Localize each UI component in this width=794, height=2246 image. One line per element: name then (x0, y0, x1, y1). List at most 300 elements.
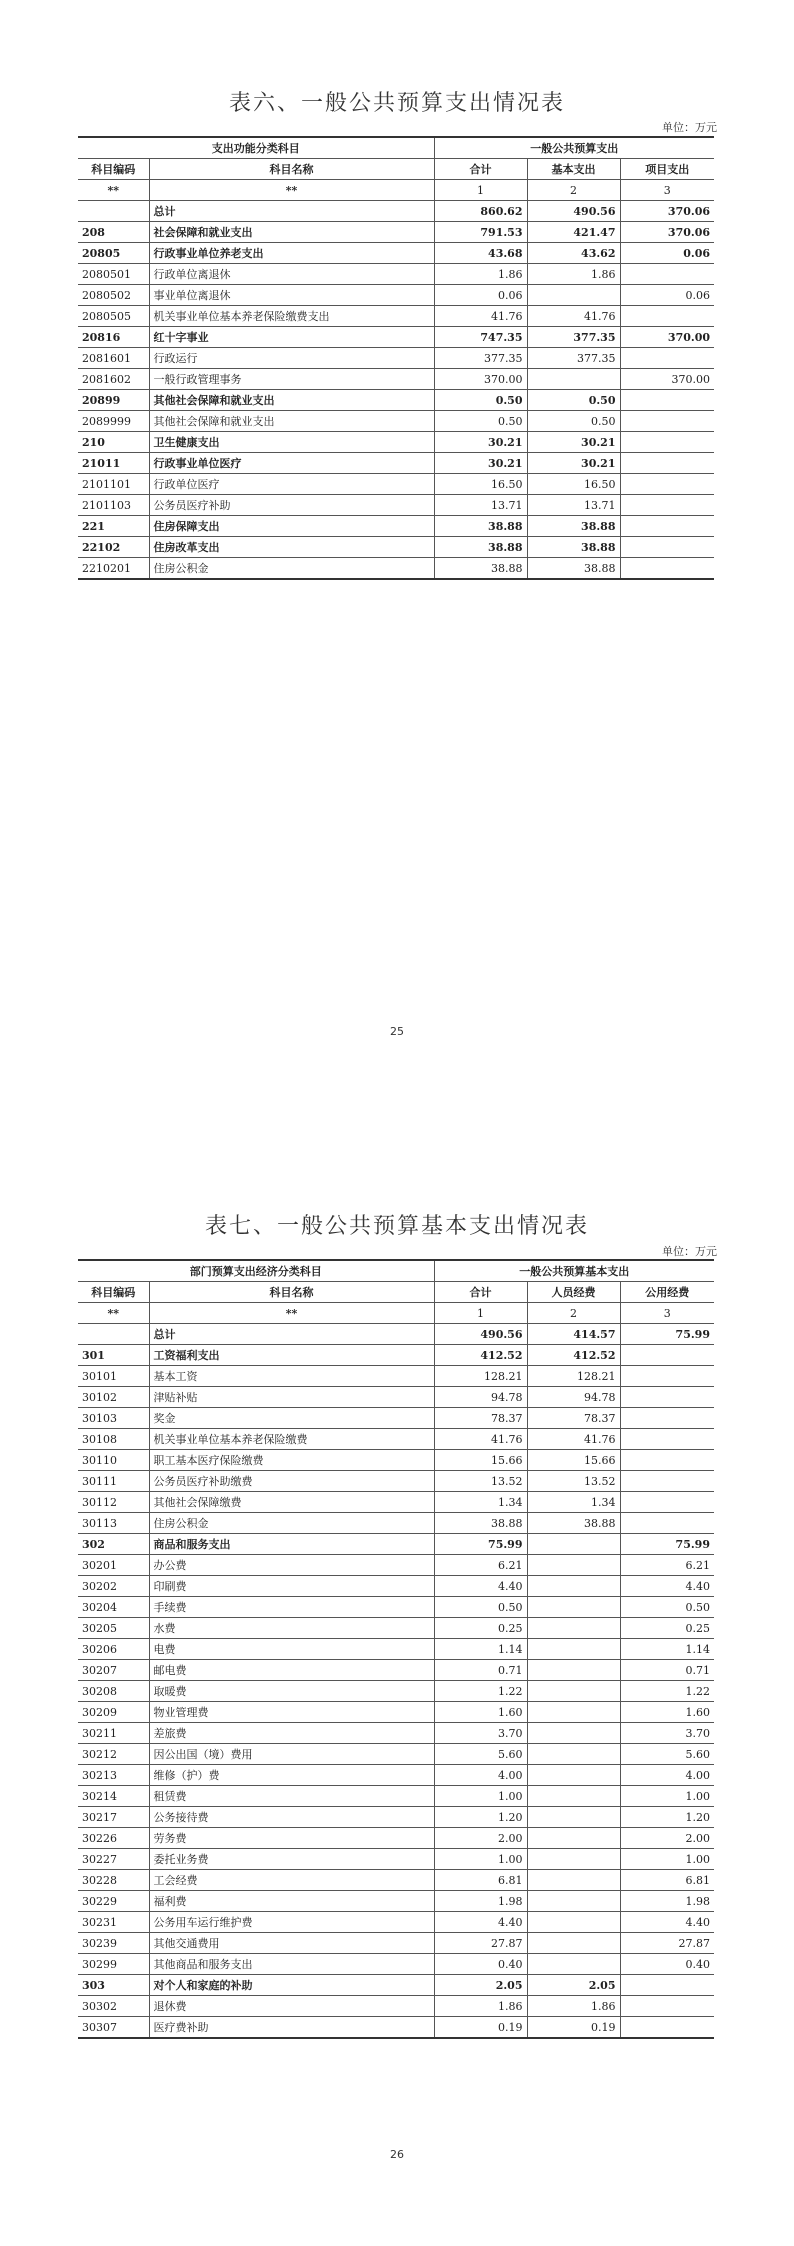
row-name: 手续费 (149, 1597, 434, 1618)
row-code: 301 (78, 1345, 149, 1366)
row-name: 奖金 (149, 1408, 434, 1429)
row-code: 30207 (78, 1660, 149, 1681)
col-name-header: 科目名称 (149, 159, 434, 180)
row-value-b: 1.34 (527, 1492, 620, 1513)
row-code: 30227 (78, 1849, 149, 1870)
table-row (78, 432, 714, 453)
row-value-b (527, 1702, 620, 1723)
row-value-b (527, 1618, 620, 1639)
col-total-header: 合计 (434, 1282, 527, 1303)
row-value-a: 41.76 (434, 1429, 527, 1450)
row-value-b (527, 369, 620, 390)
row-name: 办公费 (149, 1555, 434, 1576)
row-value-a: 377.35 (434, 348, 527, 369)
index-a: 1 (434, 180, 527, 201)
row-value-b: 421.47 (527, 222, 620, 243)
row-value-a: 15.66 (434, 1450, 527, 1471)
table-row (78, 1492, 714, 1513)
row-value-b: 0.50 (527, 411, 620, 432)
table-row (78, 1681, 714, 1702)
table-row (78, 1996, 714, 2017)
table-7 (78, 1259, 714, 2039)
row-name: 红十字事业 (149, 327, 434, 348)
group-left-header: 支出功能分类科目 (78, 137, 434, 159)
row-value-b: 15.66 (527, 1450, 620, 1471)
row-value-c (620, 1975, 714, 1996)
row-code: 21011 (78, 453, 149, 474)
row-value-a: 4.00 (434, 1765, 527, 1786)
col-code-header: 科目编码 (78, 159, 149, 180)
row-value-b (527, 1534, 620, 1555)
table-row (78, 1450, 714, 1471)
index-c: 3 (620, 1303, 714, 1324)
row-value-b: 2.05 (527, 1975, 620, 1996)
row-name: 对个人和家庭的补助 (149, 1975, 434, 1996)
row-code: 2210201 (78, 558, 149, 580)
table-row (78, 390, 714, 411)
row-value-a: 13.52 (434, 1471, 527, 1492)
row-value-a: 6.21 (434, 1555, 527, 1576)
row-value-a: 41.76 (434, 306, 527, 327)
row-value-b (527, 1891, 620, 1912)
row-value-a: 27.87 (434, 1933, 527, 1954)
row-name: 工资福利支出 (149, 1345, 434, 1366)
row-value-c (620, 348, 714, 369)
index-b: 2 (527, 1303, 620, 1324)
col-basic-header: 基本支出 (527, 159, 620, 180)
row-value-a: 78.37 (434, 1408, 527, 1429)
row-code: 30205 (78, 1618, 149, 1639)
row-value-c: 1.14 (620, 1639, 714, 1660)
row-value-c: 370.00 (620, 327, 714, 348)
row-name: 差旅费 (149, 1723, 434, 1744)
row-name: 商品和服务支出 (149, 1534, 434, 1555)
row-value-b: 16.50 (527, 474, 620, 495)
row-value-b: 414.57 (527, 1324, 620, 1345)
row-value-a: 0.40 (434, 1954, 527, 1975)
row-value-a: 1.00 (434, 1849, 527, 1870)
row-value-c (620, 1387, 714, 1408)
row-value-b: 377.35 (527, 348, 620, 369)
row-code: 30209 (78, 1702, 149, 1723)
row-code: 2089999 (78, 411, 149, 432)
row-value-a: 1.86 (434, 1996, 527, 2017)
table-row (78, 1639, 714, 1660)
row-code: 2101103 (78, 495, 149, 516)
row-value-c: 6.81 (620, 1870, 714, 1891)
row-value-b (527, 1765, 620, 1786)
index-row (78, 180, 714, 201)
group-right-header: 一般公共预算支出 (434, 137, 714, 159)
row-value-a: 5.60 (434, 1744, 527, 1765)
row-value-b: 490.56 (527, 201, 620, 222)
row-name: 总计 (149, 201, 434, 222)
row-value-b: 78.37 (527, 1408, 620, 1429)
row-name: 津贴补贴 (149, 1387, 434, 1408)
table-row (78, 1870, 714, 1891)
row-code: 30239 (78, 1933, 149, 1954)
row-name: 机关事业单位基本养老保险缴费 (149, 1429, 434, 1450)
row-value-a: 2.05 (434, 1975, 527, 1996)
row-value-a: 370.00 (434, 369, 527, 390)
row-value-a: 860.62 (434, 201, 527, 222)
row-value-c (620, 1471, 714, 1492)
row-code: 30214 (78, 1786, 149, 1807)
row-value-b: 30.21 (527, 432, 620, 453)
row-value-c (620, 1366, 714, 1387)
table-row (78, 411, 714, 432)
row-value-a: 1.00 (434, 1786, 527, 1807)
row-value-a: 43.68 (434, 243, 527, 264)
row-code: 30204 (78, 1597, 149, 1618)
col-public-header: 公用经费 (620, 1282, 714, 1303)
row-code: 30226 (78, 1828, 149, 1849)
table-6-body (78, 137, 714, 579)
row-value-a: 412.52 (434, 1345, 527, 1366)
row-code: 20899 (78, 390, 149, 411)
row-name: 卫生健康支出 (149, 432, 434, 453)
row-name: 行政运行 (149, 348, 434, 369)
row-value-a: 38.88 (434, 537, 527, 558)
row-code: 30110 (78, 1450, 149, 1471)
table-row (78, 1324, 714, 1345)
index-row (78, 1303, 714, 1324)
table-row (78, 1933, 714, 1954)
row-value-a: 1.34 (434, 1492, 527, 1513)
index-a: 1 (434, 1303, 527, 1324)
row-code: 2081602 (78, 369, 149, 390)
table-row (78, 1765, 714, 1786)
row-name: 行政单位医疗 (149, 474, 434, 495)
group-left-header: 部门预算支出经济分类科目 (78, 1260, 434, 1282)
row-value-c (620, 1345, 714, 1366)
row-name: 其他交通费用 (149, 1933, 434, 1954)
row-name: 住房改革支出 (149, 537, 434, 558)
row-code: 303 (78, 1975, 149, 1996)
index-c: 3 (620, 180, 714, 201)
row-name: 社会保障和就业支出 (149, 222, 434, 243)
row-value-a: 0.50 (434, 1597, 527, 1618)
row-value-a: 747.35 (434, 327, 527, 348)
row-value-c: 1.22 (620, 1681, 714, 1702)
row-code: 30108 (78, 1429, 149, 1450)
row-value-c: 4.40 (620, 1912, 714, 1933)
table-row (78, 1744, 714, 1765)
table-row (78, 1618, 714, 1639)
column-header-row (78, 159, 714, 180)
row-code: 302 (78, 1534, 149, 1555)
row-value-a: 1.86 (434, 264, 527, 285)
row-code: 30302 (78, 1996, 149, 2017)
row-value-a: 3.70 (434, 1723, 527, 1744)
row-code: 208 (78, 222, 149, 243)
table-row (78, 1660, 714, 1681)
row-name: 其他社会保障和就业支出 (149, 390, 434, 411)
row-value-b: 412.52 (527, 1345, 620, 1366)
row-name: 福利费 (149, 1891, 434, 1912)
row-value-b (527, 1555, 620, 1576)
row-code: 30228 (78, 1870, 149, 1891)
row-value-b (527, 1912, 620, 1933)
row-name: 取暖费 (149, 1681, 434, 1702)
row-code: 2080505 (78, 306, 149, 327)
row-code: 221 (78, 516, 149, 537)
index-name: ** (149, 180, 434, 201)
row-value-b: 0.19 (527, 2017, 620, 2039)
row-value-b: 30.21 (527, 453, 620, 474)
table-row (78, 222, 714, 243)
row-value-c (620, 474, 714, 495)
table-row (78, 1534, 714, 1555)
table-row (78, 1513, 714, 1534)
row-code: 30101 (78, 1366, 149, 1387)
col-code-header: 科目编码 (78, 1282, 149, 1303)
table-row (78, 1597, 714, 1618)
table-row (78, 474, 714, 495)
table-row (78, 1429, 714, 1450)
row-value-b (527, 1828, 620, 1849)
row-value-c: 3.70 (620, 1723, 714, 1744)
row-value-c (620, 432, 714, 453)
row-value-a: 2.00 (434, 1828, 527, 1849)
unit-label: 单位：万元 (662, 121, 717, 134)
row-value-a: 0.50 (434, 411, 527, 432)
row-code: 30299 (78, 1954, 149, 1975)
row-value-c: 4.00 (620, 1765, 714, 1786)
table-row (78, 453, 714, 474)
row-value-c: 0.06 (620, 243, 714, 264)
row-value-c (620, 1996, 714, 2017)
row-name: 其他社会保障和就业支出 (149, 411, 434, 432)
row-value-c (620, 516, 714, 537)
group-right-header: 一般公共预算基本支出 (434, 1260, 714, 1282)
row-value-c (620, 390, 714, 411)
row-value-c (620, 1513, 714, 1534)
row-value-c: 6.21 (620, 1555, 714, 1576)
row-value-b: 38.88 (527, 516, 620, 537)
row-value-a: 0.50 (434, 390, 527, 411)
row-value-a: 16.50 (434, 474, 527, 495)
table-row (78, 1555, 714, 1576)
row-value-a: 1.20 (434, 1807, 527, 1828)
row-name: 退休费 (149, 1996, 434, 2017)
row-value-a: 4.40 (434, 1576, 527, 1597)
row-code: 30111 (78, 1471, 149, 1492)
row-code: 2101101 (78, 474, 149, 495)
row-name: 租赁费 (149, 1786, 434, 1807)
row-value-c (620, 411, 714, 432)
row-code: 30212 (78, 1744, 149, 1765)
row-value-c: 370.06 (620, 222, 714, 243)
row-value-b (527, 1660, 620, 1681)
row-value-a: 0.06 (434, 285, 527, 306)
row-value-b: 41.76 (527, 306, 620, 327)
row-value-c (620, 558, 714, 580)
row-name: 医疗费补助 (149, 2017, 434, 2039)
table-row (78, 1345, 714, 1366)
row-value-c (620, 1492, 714, 1513)
row-name: 公务用车运行维护费 (149, 1912, 434, 1933)
row-name: 委托业务费 (149, 1849, 434, 1870)
table-row (78, 1576, 714, 1597)
row-value-c (620, 1450, 714, 1471)
row-code: 30201 (78, 1555, 149, 1576)
row-value-c (620, 1408, 714, 1429)
row-value-c: 370.00 (620, 369, 714, 390)
row-name: 总计 (149, 1324, 434, 1345)
row-name: 职工基本医疗保险缴费 (149, 1450, 434, 1471)
table-row (78, 1828, 714, 1849)
unit-label: 单位：万元 (662, 1245, 717, 1258)
table-7-body (78, 1260, 714, 2038)
row-code: 210 (78, 432, 149, 453)
row-value-c (620, 537, 714, 558)
table-row (78, 537, 714, 558)
row-value-b (527, 1849, 620, 1870)
row-value-c: 0.40 (620, 1954, 714, 1975)
table-row (78, 306, 714, 327)
row-value-a: 1.14 (434, 1639, 527, 1660)
row-value-c: 0.50 (620, 1597, 714, 1618)
row-code: 30307 (78, 2017, 149, 2039)
table-row (78, 285, 714, 306)
row-value-c: 4.40 (620, 1576, 714, 1597)
group-header-row (78, 1260, 714, 1282)
row-code: 30213 (78, 1765, 149, 1786)
index-b: 2 (527, 180, 620, 201)
row-value-c (620, 2017, 714, 2039)
row-name: 电费 (149, 1639, 434, 1660)
row-code: 30113 (78, 1513, 149, 1534)
row-code: 20805 (78, 243, 149, 264)
row-value-b: 13.52 (527, 1471, 620, 1492)
row-value-b: 43.62 (527, 243, 620, 264)
col-project-header: 项目支出 (620, 159, 714, 180)
row-value-b (527, 1933, 620, 1954)
row-value-c: 1.60 (620, 1702, 714, 1723)
row-name: 维修（护）费 (149, 1765, 434, 1786)
row-value-b: 13.71 (527, 495, 620, 516)
row-value-b: 38.88 (527, 1513, 620, 1534)
row-name: 公务员医疗补助 (149, 495, 434, 516)
table-7-title: 表七、一般公共预算基本支出情况表 (204, 1214, 589, 1239)
page-number: 26 (390, 2148, 404, 2161)
row-value-c: 1.00 (620, 1849, 714, 1870)
row-code: 30202 (78, 1576, 149, 1597)
row-code: 22102 (78, 537, 149, 558)
group-header-row (78, 137, 714, 159)
index-code: ** (78, 1303, 149, 1324)
page-26 (0, 1123, 794, 2246)
row-code: 30217 (78, 1807, 149, 1828)
row-name: 邮电费 (149, 1660, 434, 1681)
col-name-header: 科目名称 (149, 1282, 434, 1303)
row-value-a: 128.21 (434, 1366, 527, 1387)
col-total-header: 合计 (434, 159, 527, 180)
row-value-c (620, 1429, 714, 1450)
row-name: 行政单位离退休 (149, 264, 434, 285)
row-value-c: 0.71 (620, 1660, 714, 1681)
row-name: 机关事业单位基本养老保险缴费支出 (149, 306, 434, 327)
row-value-a: 1.22 (434, 1681, 527, 1702)
row-value-a: 38.88 (434, 558, 527, 580)
table-6-title: 表六、一般公共预算支出情况表 (228, 91, 565, 116)
row-value-a: 4.40 (434, 1912, 527, 1933)
table-row (78, 1849, 714, 1870)
row-name: 行政事业单位养老支出 (149, 243, 434, 264)
row-value-b (527, 285, 620, 306)
row-name: 事业单位离退休 (149, 285, 434, 306)
row-name: 劳务费 (149, 1828, 434, 1849)
table-row (78, 1471, 714, 1492)
row-name: 其他社会保障缴费 (149, 1492, 434, 1513)
row-value-b: 1.86 (527, 264, 620, 285)
row-value-c (620, 264, 714, 285)
table-row (78, 1786, 714, 1807)
table-row (78, 1912, 714, 1933)
row-value-c: 1.98 (620, 1891, 714, 1912)
row-value-c (620, 495, 714, 516)
index-code: ** (78, 180, 149, 201)
row-code: 2081601 (78, 348, 149, 369)
row-value-c: 0.06 (620, 285, 714, 306)
row-code: 30211 (78, 1723, 149, 1744)
index-name: ** (149, 1303, 434, 1324)
row-value-b (527, 1744, 620, 1765)
row-value-c: 1.00 (620, 1786, 714, 1807)
row-value-b (527, 1807, 620, 1828)
row-value-b (527, 1576, 620, 1597)
row-code: 30206 (78, 1639, 149, 1660)
row-value-c: 0.25 (620, 1618, 714, 1639)
row-code: 30229 (78, 1891, 149, 1912)
row-value-c: 27.87 (620, 1933, 714, 1954)
row-name: 公务员医疗补助缴费 (149, 1471, 434, 1492)
row-name: 基本工资 (149, 1366, 434, 1387)
row-code: 2080502 (78, 285, 149, 306)
row-value-c: 75.99 (620, 1534, 714, 1555)
row-value-b (527, 1786, 620, 1807)
row-name: 一般行政管理事务 (149, 369, 434, 390)
row-value-b (527, 1723, 620, 1744)
row-value-a: 38.88 (434, 1513, 527, 1534)
table-row (78, 1702, 714, 1723)
col-personnel-header: 人员经费 (527, 1282, 620, 1303)
row-value-a: 30.21 (434, 453, 527, 474)
row-value-a: 75.99 (434, 1534, 527, 1555)
row-value-c: 1.20 (620, 1807, 714, 1828)
row-value-b (527, 1597, 620, 1618)
row-value-a: 0.19 (434, 2017, 527, 2039)
row-code: 30102 (78, 1387, 149, 1408)
row-name: 住房保障支出 (149, 516, 434, 537)
row-code: 30112 (78, 1492, 149, 1513)
row-value-a: 490.56 (434, 1324, 527, 1345)
row-name: 住房公积金 (149, 558, 434, 580)
row-value-c: 75.99 (620, 1324, 714, 1345)
row-name: 因公出国（境）费用 (149, 1744, 434, 1765)
row-value-b: 94.78 (527, 1387, 620, 1408)
row-value-b: 1.86 (527, 1996, 620, 2017)
row-value-b (527, 1954, 620, 1975)
table-row (78, 201, 714, 222)
table-row (78, 495, 714, 516)
row-name: 行政事业单位医疗 (149, 453, 434, 474)
table-row (78, 1387, 714, 1408)
table-row (78, 2017, 714, 2039)
table-row (78, 558, 714, 580)
row-code: 2080501 (78, 264, 149, 285)
